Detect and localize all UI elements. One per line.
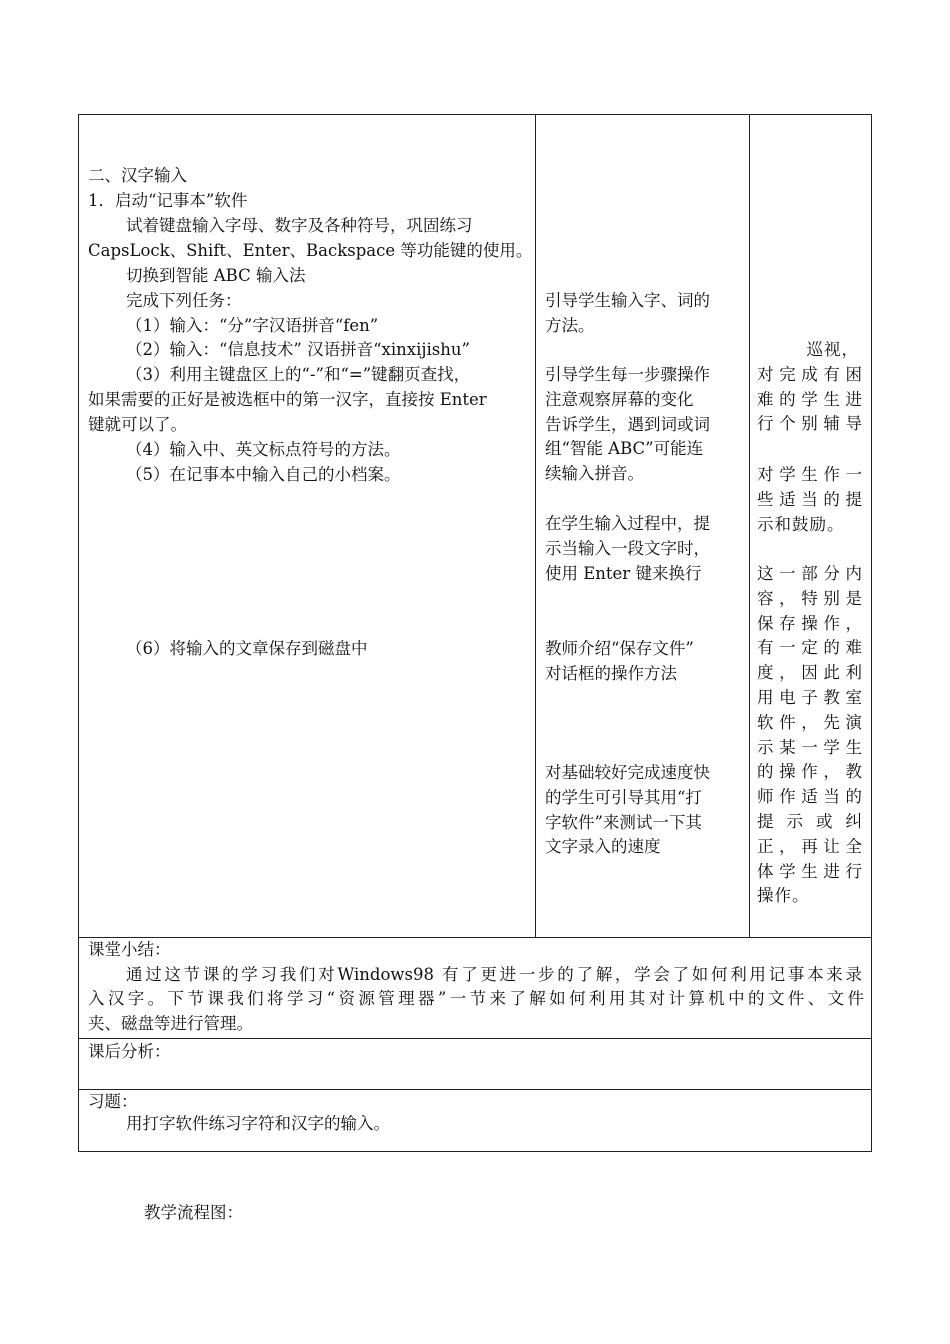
- task-1: （1）输入：“分”字汉语拼音“fen”: [126, 316, 379, 335]
- teacher-guide-4: [545, 637, 741, 687]
- teacher-guide-1-line-1: 引导学生输入字、词的: [545, 291, 710, 310]
- note-demo-line-10: 师作适当的: [757, 787, 863, 807]
- step-1: 1．启动“记事本”软件: [88, 191, 248, 210]
- column-divider-2: [749, 114, 750, 938]
- note-patrol-line-1: 巡视，: [806, 340, 859, 359]
- summary-line-1: 通过这节课的学习我们对Windows98 有了更进一步的了解，学会了如何利用记事本来录: [126, 965, 862, 984]
- note-demo-line-14: 操作。: [757, 886, 810, 906]
- task-3-line-1: （3）利用主键盘区上的“-”和“=”键翻页查找，: [126, 365, 471, 384]
- note-demo-line-13: 体学生进行: [757, 861, 863, 881]
- note-demo-line-4: 有一定的难: [757, 638, 863, 658]
- teacher-guide-5-line-1: 对基础较好完成速度快: [545, 763, 710, 782]
- teacher-guide-2-line-1: 引导学生每一步骤操作: [545, 365, 710, 384]
- row-divider-analysis: [78, 1038, 872, 1039]
- analysis-label: 课后分析：: [88, 1042, 171, 1061]
- note-patrol-line-2: 对完成有困: [757, 364, 863, 384]
- note-demo-line-7: 软件，先演: [757, 712, 863, 732]
- note-demo-line-9: 的操作，教: [757, 762, 863, 782]
- practice-line-2: CapsLock、Shift、Enter、Backspace 等功能键的使用。: [88, 241, 533, 260]
- teacher-guide-5-line-2: 的学生可引导其用“打: [545, 787, 702, 807]
- summary-line-3: 夹、磁盘等进行管理。: [88, 1014, 253, 1033]
- note-demo-line-6: 用电子教室: [757, 687, 863, 707]
- teacher-guide-2: [545, 363, 741, 487]
- exercise-label: 习题：: [88, 1092, 138, 1111]
- note-patrol: [757, 338, 863, 437]
- teacher-guide-3-line-3: 使用 Enter 键来换行: [545, 563, 702, 583]
- teacher-guide-2-line-4: 组“智能 ABC”可能连: [545, 439, 704, 459]
- teacher-guide-3-line-1: 在学生输入过程中，提: [545, 514, 710, 533]
- task-3-line-2: 如果需要的正好是被选框中的第一汉字，直接按 Enter: [88, 390, 487, 409]
- note-demo-line-11: 提示或纠: [757, 811, 863, 831]
- note-encourage: [757, 463, 863, 537]
- section-heading: 二、汉字输入: [88, 166, 187, 185]
- tasks-intro: 完成下列任务：: [126, 291, 242, 310]
- teacher-guide-3: [545, 512, 741, 586]
- teacher-guide-4-line-1: 教师介绍“保存文件”: [545, 639, 694, 658]
- column-divider-1: [535, 114, 536, 938]
- task-6: （6）将输入的文章保存到磁盘中: [126, 639, 368, 658]
- teacher-guide-5-line-4: 文字录入的速度: [545, 837, 661, 857]
- note-demo-line-12: 正，再让全: [757, 836, 863, 856]
- teacher-guide-2-line-5: 续输入拼音。: [545, 464, 644, 484]
- flowchart-label: 教学流程图：: [144, 1203, 243, 1222]
- summary-line-2: 入汉字。下节课我们将学习“资源管理器”一节来了解如何利用其对计算机中的文件、文件: [88, 989, 864, 1008]
- note-patrol-line-3: 难的学生进: [757, 389, 863, 409]
- teacher-guide-5-line-3: 字软件”来测试一下其: [545, 812, 702, 832]
- teacher-guide-2-line-2: 注意观察屏幕的变化: [545, 389, 694, 409]
- summary-label: 课堂小结：: [88, 940, 171, 959]
- task-4: （4）输入中、英文标点符号的方法。: [126, 440, 401, 459]
- teacher-guide-1: [545, 289, 741, 339]
- note-demo-line-2: 容，特别是: [757, 588, 863, 608]
- teacher-guide-4-line-2: 对话框的操作方法: [545, 663, 677, 683]
- row-divider-summary: [78, 937, 872, 938]
- note-demo-line-3: 保存操作，: [757, 613, 863, 633]
- switch-ime: 切换到智能 ABC 输入法: [126, 266, 306, 285]
- note-patrol-line-4: 行个别辅导: [757, 414, 863, 434]
- teacher-guide-5: [545, 761, 741, 860]
- teacher-guide-3-line-2: 示当输入一段文字时，: [545, 538, 710, 558]
- note-encourage-line-2: 些适当的提: [757, 489, 863, 509]
- note-encourage-line-1: 对学生作一: [757, 465, 863, 484]
- note-demo-line-1: 这一部分内: [757, 564, 863, 583]
- exercise-content: 用打字软件练习字符和汉字的输入。: [126, 1114, 390, 1133]
- teacher-guide-2-line-3: 告诉学生，遇到词或词: [545, 414, 710, 434]
- task-5: （5）在记事本中输入自己的小档案。: [126, 465, 401, 484]
- note-demo: [757, 562, 863, 909]
- task-3-line-3: 键就可以了。: [88, 415, 187, 434]
- teacher-guide-1-line-2: 方法。: [545, 315, 595, 335]
- note-demo-line-5: 度，因此利: [757, 663, 863, 683]
- practice-line-1: 试着键盘输入字母、数字及各种符号，巩固练习: [126, 216, 473, 235]
- task-2: （2）输入：“信息技术” 汉语拼音“xinxijishu”: [126, 340, 470, 359]
- row-divider-exercise: [78, 1089, 872, 1090]
- note-demo-line-8: 示某一学生: [757, 737, 863, 757]
- note-encourage-line-3: 示和鼓励。: [757, 514, 845, 534]
